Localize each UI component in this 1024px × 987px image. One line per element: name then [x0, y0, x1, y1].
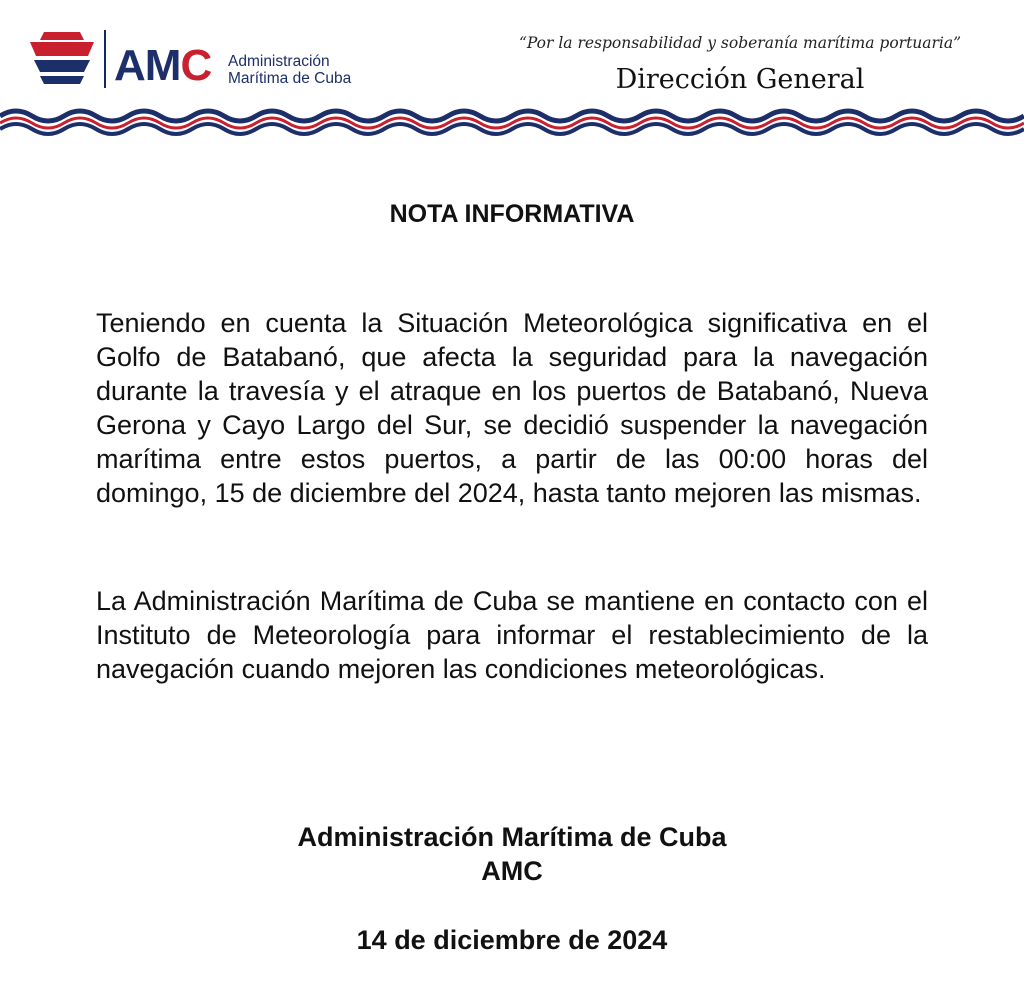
- amc-ship-logo-icon: [26, 26, 98, 90]
- department-title: Dirección General: [615, 64, 865, 95]
- logo-name-line1: Administración: [228, 53, 330, 70]
- document-date: 14 de diciembre de 2024: [356, 925, 668, 955]
- signature-acronym: AMC: [481, 856, 543, 886]
- logo-acronym-red: C: [180, 41, 212, 90]
- letterhead: [0, 0, 1024, 140]
- document-title: NOTA INFORMATIVA: [389, 200, 635, 228]
- signature-block: [0, 820, 1024, 888]
- logo-acronym-blue: AM: [114, 41, 181, 90]
- paragraph-1: Teniendo en cuenta la Situación Meteorológica significativa en el Golfo de Batabanó, que afecta la seguridad para la navegación durante la travesía y el atraque en los puertos de Batabanó, Nueva Gerona y Cayo Largo del Sur, se decidió suspender la navegación marítima entre estos puertos, a partir de las 00:00 horas del domingo, 15 de diciembre del 2024, hasta tanto mejoren las mismas.: [96, 308, 928, 508]
- logo-organization-name: [228, 53, 351, 87]
- signature-organization: Administración Marítima de Cuba: [297, 822, 727, 852]
- logo-name-line2: Marítima de Cuba: [228, 70, 352, 87]
- wave-border-decoration: [0, 104, 1024, 138]
- paragraph-2: La Administración Marítima de Cuba se mantiene en contacto con el Instituto de Meteorología para informar el restablecimiento de la navegación cuando mejoren las condiciones meteorológicas.: [96, 586, 928, 684]
- motto: “Por la responsabilidad y soberanía marítima portuaria”: [518, 34, 962, 52]
- logo-acronym: [114, 41, 212, 90]
- logo-divider: [104, 30, 106, 88]
